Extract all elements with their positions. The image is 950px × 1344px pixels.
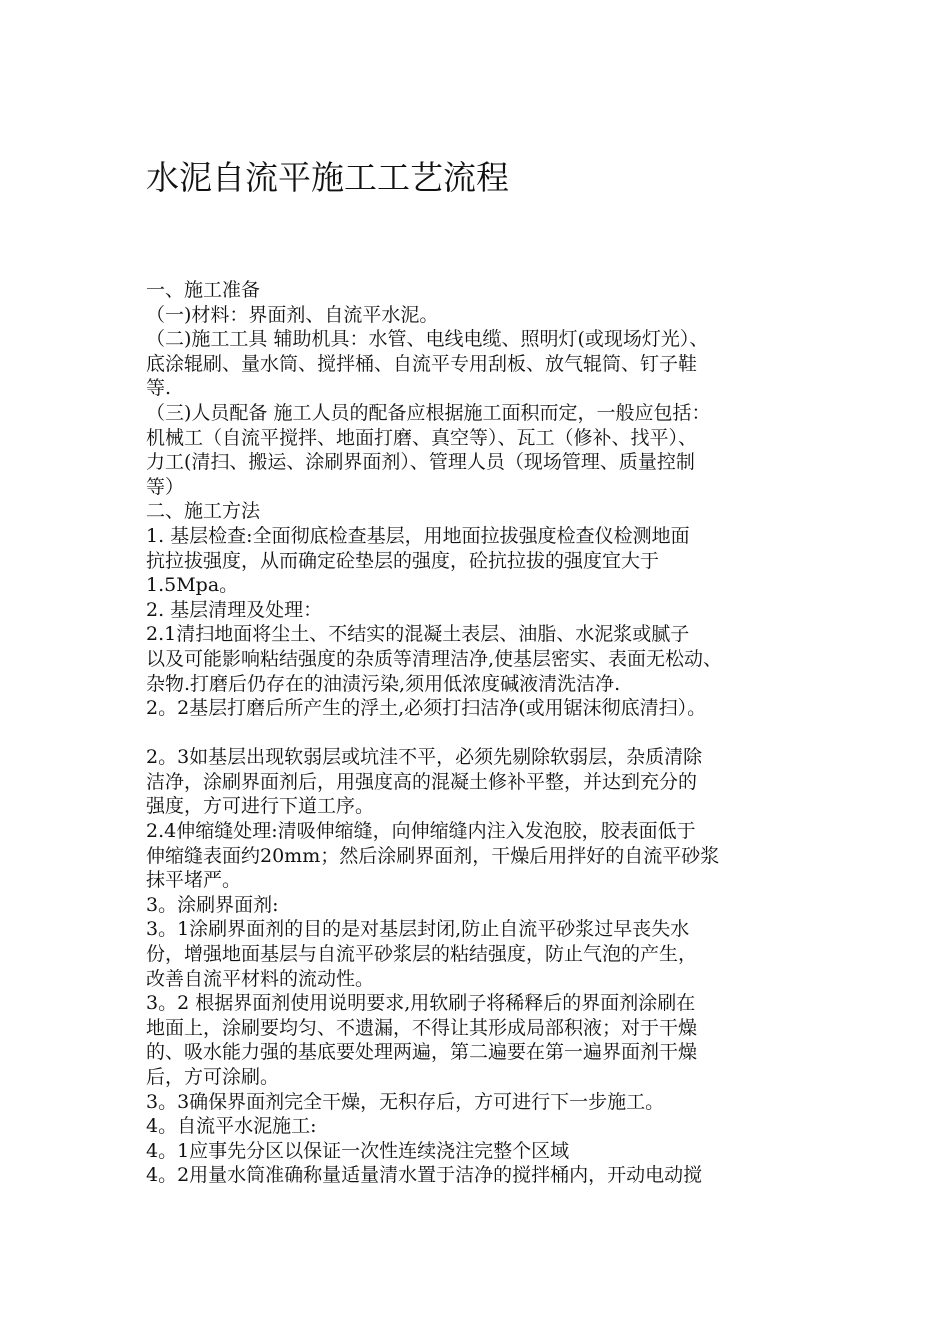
text-line: 以及可能影响粘结强度的杂质等清理洁净,使基层密实、表面无松动、 <box>146 647 723 670</box>
text-line: 底涂辊刷、量水筒、搅拌桶、自流平专用刮板、放气辊筒、钉子鞋 <box>146 352 698 375</box>
text-line: 3。2 根据界面剂使用说明要求,用软刷子将稀释后的界面剂涂刷在 <box>146 992 696 1015</box>
text-line: 一、施工准备 <box>146 279 261 301</box>
text-line: （三)人员配备 施工人员的配备应根据施工面积而定，一般应包括： <box>146 401 711 424</box>
text-line: 2.1清扫地面将尘土、不结实的混凝土表层、油脂、水泥浆或腻子 <box>146 623 690 646</box>
text-line: 洁净，涂刷界面剂后，用强度高的混凝土修补平整，并达到充分的 <box>146 770 698 793</box>
text-line: 1.5Mpa。 <box>146 574 239 597</box>
document-body <box>146 278 816 1188</box>
text-line: 机械工（自流平搅拌、地面打磨、真空等）、瓦工（修补、找平）、 <box>146 426 698 449</box>
text-line: （二)施工工具 辅助机具：水管、电线电缆、照明灯(或现场灯光）、 <box>146 328 709 351</box>
text-line: 等） <box>146 475 185 498</box>
text-line: 4。2用量水筒准确称量适量清水置于洁净的搅拌桶内，开动电动搅 <box>146 1164 703 1187</box>
text-line: 强度，方可进行下道工序。 <box>146 795 375 818</box>
text-line: 2. 基层清理及处理： <box>146 598 323 621</box>
text-line: 力工(清扫、搬运、涂刷界面剂）、管理人员（现场管理、质量控制 <box>146 451 695 474</box>
text-line: 杂物.打磨后仍存在的油渍污染,须用低浓度碱液清洗洁净. <box>146 672 621 695</box>
text-line: 伸缩缝表面约20mm；然后涂刷界面剂，干燥后用拌好的自流平砂浆 <box>146 844 720 867</box>
text-line: 改善自流平材料的流动性。 <box>146 967 375 990</box>
text-line: 2.4伸缩缝处理:清吸伸缩缝，向伸缩缝内注入发泡胶，胶表面低于 <box>146 820 696 843</box>
text-line: 4。1应事先分区以保证一次性连续浇注完整个区域 <box>146 1139 570 1162</box>
text-line: 的、吸水能力强的基底要处理两遍，第二遍要在第一遍界面剂干燥 <box>146 1041 698 1064</box>
text-line: 二、施工方法 <box>146 500 261 523</box>
text-line: 1. 基层检查:全面彻底检查基层，用地面拉拔强度检查仪检测地面 <box>146 524 690 547</box>
text-line: 3。涂刷界面剂: <box>146 893 279 916</box>
text-line: 3。3确保界面剂完全干燥，无积存后，方可进行下一步施工。 <box>146 1090 665 1113</box>
page-title: 水泥自流平施工工艺流程 <box>146 158 509 197</box>
text-line: （一)材料：界面剂、自流平水泥。 <box>146 303 439 326</box>
text-line: 抗拉拔强度，从而确定砼垫层的强度，砼抗拉拔的强度宜大于 <box>146 549 660 572</box>
text-line: 抹平堵严。 <box>146 869 242 892</box>
text-line: 等. <box>146 377 172 400</box>
text-line: 后，方可涂刷。 <box>146 1066 280 1088</box>
text-line: 4。自流平水泥施工: <box>146 1115 317 1138</box>
text-line: 3。1涂刷界面剂的目的是对基层封闭,防止自流平砂浆过早丧失水 <box>146 918 690 941</box>
text-line: 地面上，涂刷要均匀、不遗漏，不得让其形成局部积液；对于干燥 <box>146 1016 698 1039</box>
text-line: 份，增强地面基层与自流平砂浆层的粘结强度，防止气泡的产生， <box>146 943 698 966</box>
text-line: 2。3如基层出现软弱层或坑洼不平，必须先剔除软弱层，杂质清除 <box>146 746 703 769</box>
text-line <box>146 721 816 746</box>
text-line: 2。2基层打磨后所产生的浮土,必须打扫洁净(或用锯沫彻底清扫）。 <box>146 697 707 720</box>
